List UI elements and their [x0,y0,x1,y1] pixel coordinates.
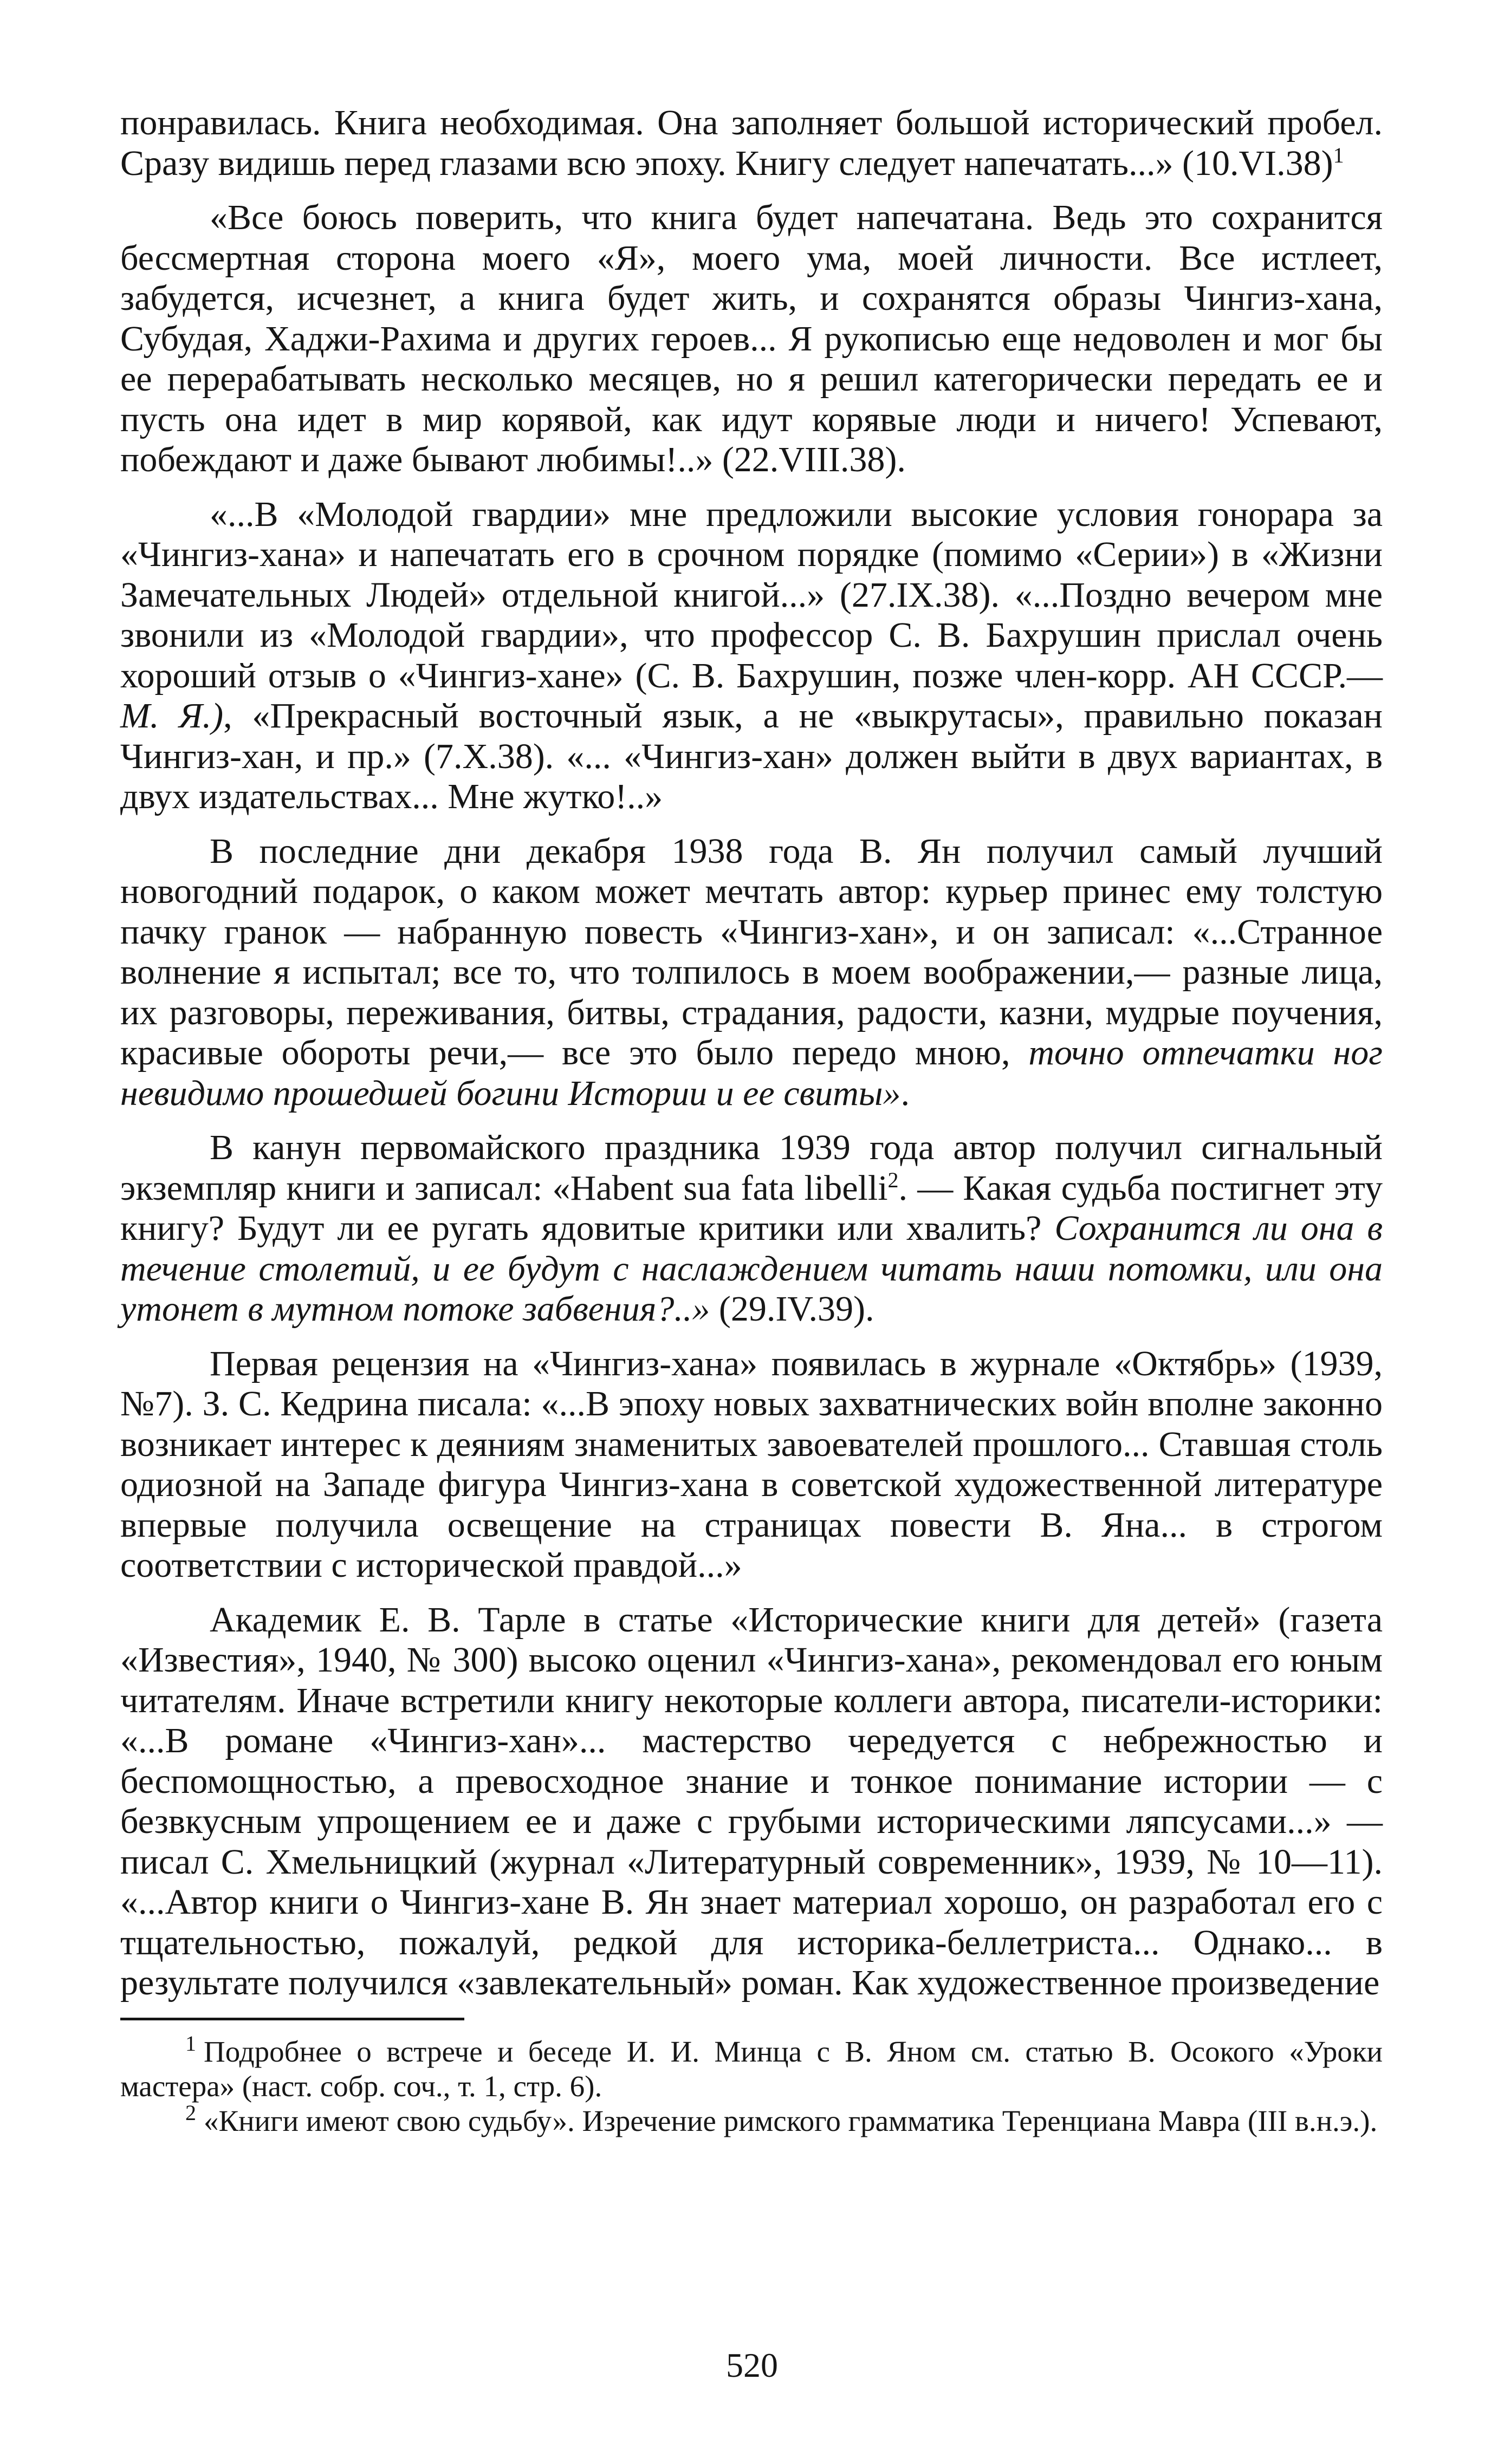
paragraph [120,831,1383,1114]
paragraph [120,1600,1383,2004]
text-segment: понравилась. Книга необходимая. Она заполняет большой исторический пробел. Сразу видишь перед глазами всю эпоху. Книгу следует напечатать...» (10.VI.38) [120,103,1383,183]
italic-text: М. Я.) [120,696,224,736]
footnote-text: «Книги имеют свою судьбу». Изречение римского грамматика Теренциана Мавра (III в.н.э.). [204,2104,1378,2137]
footnote-divider [120,2018,464,2020]
footnote [120,2031,1383,2104]
text-segment: . — Какая судьба постигнет эту книгу? Будут ли ее ругать ядовитые критики или хвалить? [120,1168,1383,1248]
page-body [120,103,1383,2138]
text-segment: . [900,1073,910,1113]
text-segment: , «Прекрасный восточный язык, а не «выкрутасы», правильно показан Чингиз-хан, и пр.» (7.X.38). «... «Чингиз-хан» должен выйти в двух вариантах, в двух издательствах... Мне жутко!..» [120,696,1383,816]
paragraph [120,198,1383,480]
footnote-text: Подробнее о встрече и беседе И. И. Минца с В. Яном см. статью В. Осокого «Уроки мастера» (наст. собр. соч., т. 1, стр. 6). [120,2034,1383,2103]
text-segment: (29.IV.39). [710,1289,874,1329]
text-segment: Первая рецензия на «Чингиз-хана» появилась в журнале «Октябрь» (1939, №7). З. С. Кедрина писала: «...В эпоху новых захватнических войн вполне законно возникает интерес к деяниям знаменитых завоевателей прошлого... Ставшая столь одиозной на Западе фигура Чингиз-хана в советской художественной литературе впервые получила освещение на страницах повести В. Яна... в строгом соответствии с исторической правдой...» [120,1343,1383,1585]
paragraph [120,103,1383,184]
footnotes [120,2031,1383,2138]
text-segment: В последние дни декабря 1938 года В. Ян получил самый лучший новогодний подарок, о каком может мечтать автор: курьер принес ему толстую пачку гранок — набранную повесть «Чингиз-хан», и он записал: «...Странное волнение я испытал; все то, что толпилось в моем воображении,— разные лица, их разговоры, переживания, битвы, страдания, радости, казни, мудрые поучения, красивые обороты речи,— все это было передо мною, [120,831,1383,1072]
page-number: 520 [726,2346,778,2384]
footnote-number: 2 [185,2101,196,2125]
text-segment: Академик Е. В. Тарле в статье «Исторические книги для детей» (газета «Известия», 1940, № 300) высоко оценил «Чингиз-хана», рекомендовал его юным читателям. Иначе встретили книгу некоторые коллеги автора, писатели-историки: «...В романе «Чингиз-хан»... мастерство чередуется с небрежностью и беспомощностью, а превосходное знание и тонкое понимание истории — с безвкусным упрощением ее и даже с грубыми историческими ляпсусами...» — писал С. Хмельницкий (журнал «Литературный современник», 1939, № 10—11). «...Автор книги о Чингиз-хане В. Ян знает материал хорошо, он разработал его с тщательностью, пожалуй, редкой для историка-беллетриста... Однако... в результате получился «завлекательный» роман. Как художественное произведение [120,1600,1383,2003]
paragraph [120,1344,1383,1586]
paragraph [120,1128,1383,1330]
text-segment: «Все боюсь поверить, что книга будет напечатана. Ведь это сохранится бессмертная сторона моего «Я», моего ума, моей личности. Все истлеет, забудется, исчезнет, а книга будет жить, и сохранятся образы Чингиз-хана, Субудая, Хаджи-Рахима и других героев... Я рукописью еще недоволен и мог бы ее перерабатывать несколько месяцев, но я решил категорически передать ее и пусть она идет в мир корявой, как идут корявые люди и ничего! Успевают, побеждают и даже бывают любимы!..» (22.VIII.38). [120,198,1383,479]
footnote-ref: 2 [887,1167,899,1192]
text-segment: В канун первомайского праздника 1939 года автор получил сигнальный экземпляр книги и записал: «Habent sua fata libelli [120,1128,1383,1208]
paragraph [120,495,1383,817]
italic-text: точно отпечатки ног невидимо прошедшей богини Истории и ее свиты» [120,1033,1383,1113]
text-segment: «...В «Молодой гвардии» мне предложили высокие условия гонорара за «Чингиз-хана» и напечатать его в срочном порядке (помимо «Серии») в «Жизни Замечательных Людей» отдельной книгой...» (27.IX.38). «...Поздно вечером мне звонили из «Молодой гвардии», что профессор С. В. Бахрушин прислал очень хороший отзыв о «Чингиз-хане» (С. В. Бахрушин, позже член-корр. АН СССР.— [120,494,1383,695]
footnote-number: 1 [185,2031,196,2056]
italic-text: Сохранится ли она в течение столетий, и ее будут с наслаждением читать наши потомки, или она утонет в мутном потоке забвения?..» [120,1208,1383,1329]
main-text [120,103,1383,2004]
footnote [120,2101,1383,2138]
footnote-ref: 1 [1333,142,1344,167]
